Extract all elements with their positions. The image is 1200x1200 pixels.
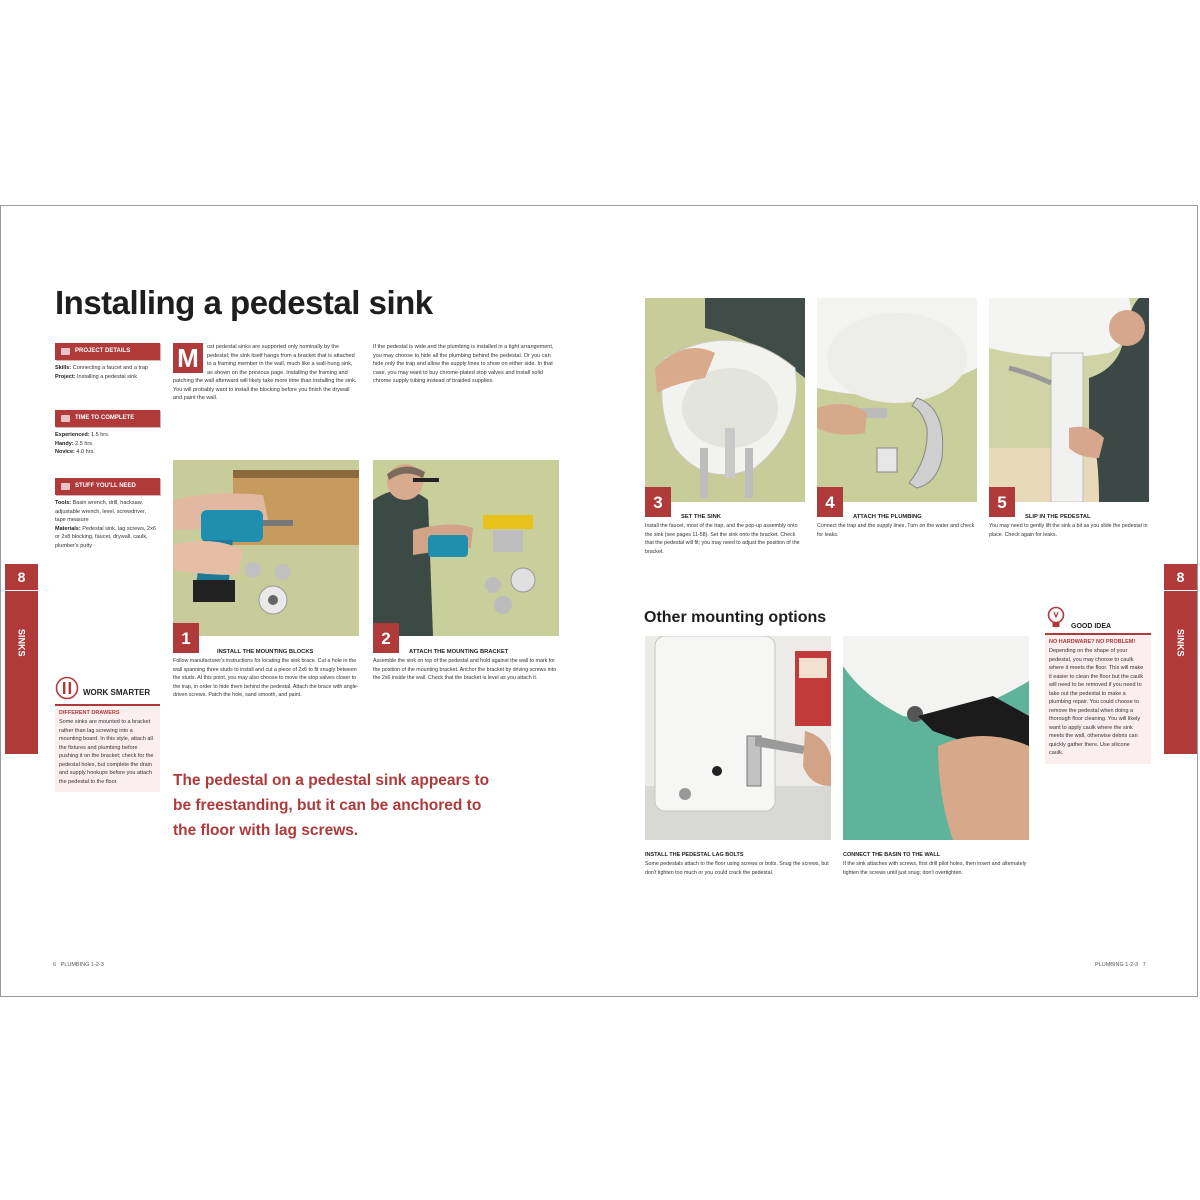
good-idea-tip	[1045, 633, 1151, 764]
work-smarter-box	[55, 676, 160, 792]
basin-wall-photo	[843, 636, 1029, 840]
step-4-title: ATTACH THE PLUMBING	[853, 514, 922, 520]
lag-bolts-photo	[645, 636, 831, 840]
intro-paragraph-1: ost pedestal sinks are supported only nominally by the pedestal; the sink itself hangs from a bracket that is attached to a framing member in the wall, much like a wall-hung sink, as shown on the previous page. Installing the framing and patching the wall afterward will likely take more time than installing the sink. You will probably want to install the blocking before you finish the drywall and paint the wall.	[173, 344, 357, 401]
basin-wall-text: If the sink attaches with screws, first drill pilot holes, then insert and alternately tighten the screws until just snug; don't overtighten.	[843, 861, 1027, 876]
footer-right-text: PLUMBING 1-2-3	[1095, 962, 1139, 968]
work-smarter-heading: WORK SMARTER	[83, 688, 151, 697]
page-number-right: 7	[1142, 962, 1146, 968]
step-5-photo	[989, 298, 1149, 502]
step-2-photo	[373, 460, 559, 636]
other-options-heading: Other mounting options	[644, 609, 827, 626]
good-idea-text: Depending on the shape of your pedestal, you may choose to caulk where it meets the floor. This will make it easier to clean the floor but the caulk will need to be removed if you need to take out the pedestal to make a plumbing repair. You could choose to remove the pedestal when doing a thorough floor cleaning. You will likely want to apply caulk where the sink meets the wall, otherwise debris can quickly gather there. Use silicone caulk.	[1049, 648, 1144, 756]
work-smarter-tip	[55, 704, 160, 792]
time-box	[55, 410, 160, 457]
footer-right	[1095, 962, 1146, 968]
chapter-tab-left[interactable]	[5, 564, 38, 754]
step-2-number: 2	[373, 623, 399, 653]
footer-left-text: PLUMBING 1-2-3	[60, 962, 104, 968]
step-5-title: SLIP IN THE PEDESTAL	[1025, 514, 1091, 520]
basin-wall-title: CONNECT THE BASIN TO THE WALL	[843, 852, 941, 858]
work-smarter-text: Some sinks are mounted to a bracket rather than lag screwing into a mounting board. In this style, attach all the fixtures and plumbing before pushing it on the bracket; check for the pedestal holes, but complete the drain and supply hookups before you attach the pedestal to the floor.	[59, 719, 154, 785]
good-idea-subheading: NO HARDWARE? NO PROBLEM!	[1049, 639, 1136, 645]
lag-bolts-text: Some pedestals attach to the floor using screws or bolts. Snug the screws, but don't tighten too much or you could crack the pedestal.	[645, 861, 829, 876]
step-5-number: 5	[989, 487, 1015, 517]
chapter-number-left: 8	[5, 564, 38, 591]
good-idea-box	[1045, 606, 1151, 764]
step-1-text: Follow manufacturer's instructions for locating the sink brace. Cut a hole in the wall spanning three studs to install and cut a piece of 2x6 to fit snugly between the studs. At this point, you may also choose to move the stop valves closer to the trap, in order to hide them behind the pedestal. Attach the brace with angle-driven screws. Patch the hole, sand smooth, and paint.	[173, 658, 359, 698]
stuff-header: STUFF YOU'LL NEED	[55, 478, 160, 495]
step-1-photo	[173, 460, 359, 636]
step-3-text: Install the faucet, most of the trap, and the pop-up assembly onto the sink (see pages 11-58). Set the sink onto the bracket. Check that the pedestal will fit; you may need to adjust the position of the bracket.	[645, 523, 800, 555]
project-details-text: Skills: Connecting a faucet and a trap Project: Installing a pedestal sink	[55, 365, 148, 380]
step-5-text: You may need to gently lift the sink a bit as you slide the pedestal in place. Check again for leaks.	[989, 523, 1148, 538]
step-4-text: Connect the trap and the supply lines. Turn on the water and check for leaks.	[817, 523, 975, 538]
stuff-text: Tools: Basin wrench, drill, hacksaw, adjustable wrench, level, screwdriver, tape measure Materials: Pedestal sink, lag screws, 2x6 or 2x8 blocking, faucet, drywall, caulk, plumber's putty	[55, 500, 156, 549]
time-text: Experienced: 1.5 hrs. Handy: 2.5 hrs. Novice: 4.0 hrs.	[55, 432, 110, 455]
chapter-label-left: SINKS	[16, 629, 27, 657]
page-title: Installing a pedestal sink	[55, 284, 433, 321]
pull-quote: The pedestal on a pedestal sink appears to be freestanding, but it can be anchored to the floor with lag screws.	[173, 772, 490, 839]
chapter-label-right: SINKS	[1175, 629, 1186, 657]
step-2-text: Assemble the sink on top of the pedestal and hold against the wall to mark for the position of the mounting bracket. Anchor the bracket by driving screws into the 2x6 inside the wall. Check that the bracket is level as you attach it.	[373, 658, 557, 681]
chapter-number-right: 8	[1164, 564, 1197, 591]
step-3-photo	[645, 298, 805, 502]
step-3-title: SET THE SINK	[681, 514, 721, 520]
step-2-title: ATTACH THE MOUNTING BRACKET	[409, 649, 509, 655]
book-spread	[0, 205, 1198, 997]
step-3-number: 3	[645, 487, 671, 517]
good-idea-heading: GOOD IDEA	[1071, 623, 1112, 630]
intro-paragraph-2: If the pedestal is wide and the plumbing is installed in a tight arrangement, you may choose to hide all the plumbing behind the pedestal. Or you can hide only the trap and allow the supply lines to show on either side. In that case, you may want to buy chrome-plated stop valves and install solid chrome supply tubing instead of braided supplies.	[373, 344, 554, 384]
stuff-box	[55, 478, 160, 550]
work-smarter-icon	[55, 676, 79, 700]
project-details-box	[55, 343, 160, 381]
project-details-header: PROJECT DETAILS	[55, 343, 160, 360]
work-smarter-subheading: DIFFERENT DRAWERS	[59, 710, 120, 716]
step-4-photo	[817, 298, 977, 502]
lightbulb-icon	[1045, 606, 1067, 630]
chapter-tab-right[interactable]	[1164, 564, 1197, 754]
footer-left	[53, 962, 104, 968]
step-1-number: 1	[173, 623, 199, 653]
step-1-title: INSTALL THE MOUNTING BLOCKS	[217, 649, 314, 655]
drop-cap: M	[173, 343, 203, 373]
step-4-number: 4	[817, 487, 843, 517]
lag-bolts-title: INSTALL THE PEDESTAL LAG BOLTS	[645, 852, 744, 858]
time-header: TIME TO COMPLETE	[55, 410, 160, 427]
page-number-left: 6	[53, 962, 57, 968]
intro-column-1	[173, 343, 358, 403]
